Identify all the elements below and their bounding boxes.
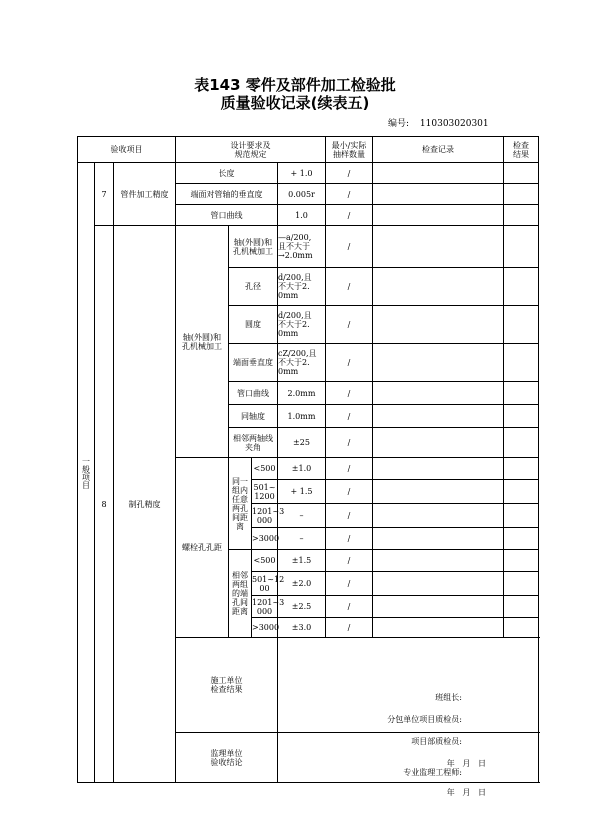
row8-range-sample: / [326, 596, 373, 618]
row7-item-sample: / [326, 205, 373, 226]
row8-sub1: 同一 组内 任意 两孔 间距 离 [229, 458, 252, 550]
row7-name: 管件加工精度 [114, 163, 176, 226]
supervision-label: 监理单位 验收结论 [176, 733, 278, 783]
row8-range: 1201~3 000 [252, 504, 278, 528]
supervision-date: 年 月 日 [446, 787, 486, 797]
header-sample: 最小/实际 抽样数量 [326, 137, 373, 163]
result-cell[interactable] [504, 306, 539, 344]
row8-item-value: ±25 [278, 428, 326, 458]
row8-range-sample: / [326, 480, 373, 504]
record-cell[interactable] [373, 528, 504, 550]
row8-range-sample: / [326, 550, 373, 572]
row8-range-value: ±1.5 [278, 550, 326, 572]
result-cell[interactable] [504, 184, 539, 205]
result-cell[interactable] [504, 504, 539, 528]
row8-range-sample: / [326, 458, 373, 480]
row8-sub2: 相邻 两组 的端 孔间 距离 [229, 550, 252, 638]
row7-item-label: 管口曲线 [176, 205, 278, 226]
sub-inspector-label: 分包单位项目质检员: [387, 715, 462, 724]
result-cell[interactable] [504, 480, 539, 504]
result-cell[interactable] [504, 344, 539, 382]
header-item: 验收项目 [78, 137, 176, 163]
row8-range-value: ±1.0 [278, 458, 326, 480]
row7-item-value: 0.005r [278, 184, 326, 205]
row7-no: 7 [95, 163, 114, 226]
row8-range-value: ±3.0 [278, 618, 326, 638]
result-cell[interactable] [504, 405, 539, 428]
row8-item-label: 管口曲线 [229, 382, 278, 405]
result-cell[interactable] [504, 618, 539, 638]
construction-signature-area [278, 638, 539, 768]
row8-item-value: 1.0mm [278, 405, 326, 428]
row8-item-sample: / [326, 344, 373, 382]
header-result: 检查 结果 [504, 137, 539, 163]
row8-range-value: – [278, 504, 326, 528]
row8-item-sample: / [326, 405, 373, 428]
row7-item-label: 长度 [176, 163, 278, 184]
row8-range: 1201~3 000 [252, 597, 285, 616]
row8-range: 501~ 1200 [252, 480, 278, 504]
document-code [388, 116, 497, 129]
supervision-signature-area [278, 733, 539, 797]
row8-item-value: 2.0mm [278, 382, 326, 405]
engineer-label: 专业监理工程师: [403, 767, 462, 777]
table-row [78, 163, 539, 184]
record-cell[interactable] [373, 572, 504, 596]
record-cell[interactable] [373, 163, 504, 184]
row8-item-value: —a/200, 且不大于 →2.0mm [278, 226, 326, 268]
record-cell[interactable] [373, 382, 504, 405]
row8-item-label: 圆度 [229, 306, 278, 344]
row8-range: <500 [252, 550, 278, 572]
result-cell[interactable] [504, 550, 539, 572]
row8-group1: 轴(外圆)和 孔机械加工 [176, 226, 229, 458]
row8-item-sample: / [326, 268, 373, 306]
inspection-table [77, 136, 539, 797]
result-cell[interactable] [504, 528, 539, 550]
row8-range: >3000 [252, 528, 278, 550]
row8-range: 501~12 00 [252, 572, 278, 596]
result-cell[interactable] [504, 596, 539, 618]
record-cell[interactable] [373, 550, 504, 572]
record-cell[interactable] [373, 226, 504, 268]
row8-group2: 螺栓孔孔距 [176, 458, 229, 638]
row8-item-value: d/200,且 不大于2. 0mm [278, 306, 326, 344]
result-cell[interactable] [504, 205, 539, 226]
record-cell[interactable] [373, 428, 504, 458]
row8-item-label: 轴(外圆)和 孔机械加工 [229, 226, 278, 268]
row8-name: 制孔精度 [114, 226, 176, 783]
row8-range-value: ±2.0 [278, 572, 326, 596]
row8-range-value: – [278, 528, 326, 550]
row8-item-sample: / [326, 382, 373, 405]
row8-range-value: ±2.5 [278, 596, 326, 618]
header-design: 设计要求及 规范规定 [176, 137, 326, 163]
row7-item-sample: / [326, 163, 373, 184]
row8-range-sample: / [326, 528, 373, 550]
result-cell[interactable] [504, 226, 539, 268]
record-cell[interactable] [373, 618, 504, 638]
code-value: 110303020301 [419, 119, 489, 129]
code-label: 编号: [388, 119, 410, 129]
result-cell[interactable] [504, 163, 539, 184]
row8-item-sample: / [326, 306, 373, 344]
record-cell[interactable] [373, 205, 504, 226]
result-cell[interactable] [504, 382, 539, 405]
page-title: 表143 零件及部件加工检验批 [194, 76, 396, 94]
leader-label: 班组长: [435, 693, 462, 702]
row8-item-value: cZ/200,且 不大于2. 0mm [278, 344, 326, 382]
row8-item-label: 端面垂直度 [229, 344, 278, 382]
row8-item-label: 同轴度 [229, 405, 278, 428]
row8-range-value: + 1.5 [278, 480, 326, 504]
row8-range: >3000 [252, 618, 278, 638]
row8-item-sample: / [326, 428, 373, 458]
row8-no: 8 [95, 226, 114, 783]
table-row [78, 226, 539, 268]
construction-label: 施工单位 检查结果 [176, 638, 278, 733]
row7-item-value: + 1.0 [278, 163, 326, 184]
header-record: 检查记录 [373, 137, 504, 163]
row7-item-value: 1.0 [278, 205, 326, 226]
row7-item-label: 端面对管轴的垂直度 [176, 184, 278, 205]
row8-range: <500 [252, 458, 278, 480]
record-cell[interactable] [373, 504, 504, 528]
record-cell[interactable] [373, 268, 504, 306]
inspector-label: 项目部质检员: [411, 737, 462, 746]
result-cell[interactable] [504, 268, 539, 306]
row8-range-sample: / [326, 504, 373, 528]
row8-range-sample: / [326, 618, 373, 638]
result-cell[interactable] [504, 428, 539, 458]
row8-range-sample: / [326, 572, 373, 596]
record-cell[interactable] [373, 405, 504, 428]
record-cell[interactable] [373, 458, 504, 480]
record-cell[interactable] [373, 480, 504, 504]
construction-date: 年 月 日 [446, 759, 486, 768]
record-cell[interactable] [373, 184, 504, 205]
row8-item-value: d/200,且 不大于2. 0mm [278, 268, 326, 306]
record-cell[interactable] [373, 596, 504, 618]
row8-item-label: 孔径 [229, 268, 278, 306]
table-header-row [78, 137, 539, 163]
result-cell[interactable] [504, 572, 539, 596]
record-cell[interactable] [373, 306, 504, 344]
record-cell[interactable] [373, 344, 504, 382]
general-items-label: 一般项目 [78, 163, 95, 783]
row7-item-sample: / [326, 184, 373, 205]
row8-item-sample: / [326, 226, 373, 268]
result-cell[interactable] [504, 458, 539, 480]
page-subtitle: 质量验收记录(续表五) [220, 94, 370, 112]
row8-item-label: 相邻两轴线 夹角 [229, 428, 278, 458]
